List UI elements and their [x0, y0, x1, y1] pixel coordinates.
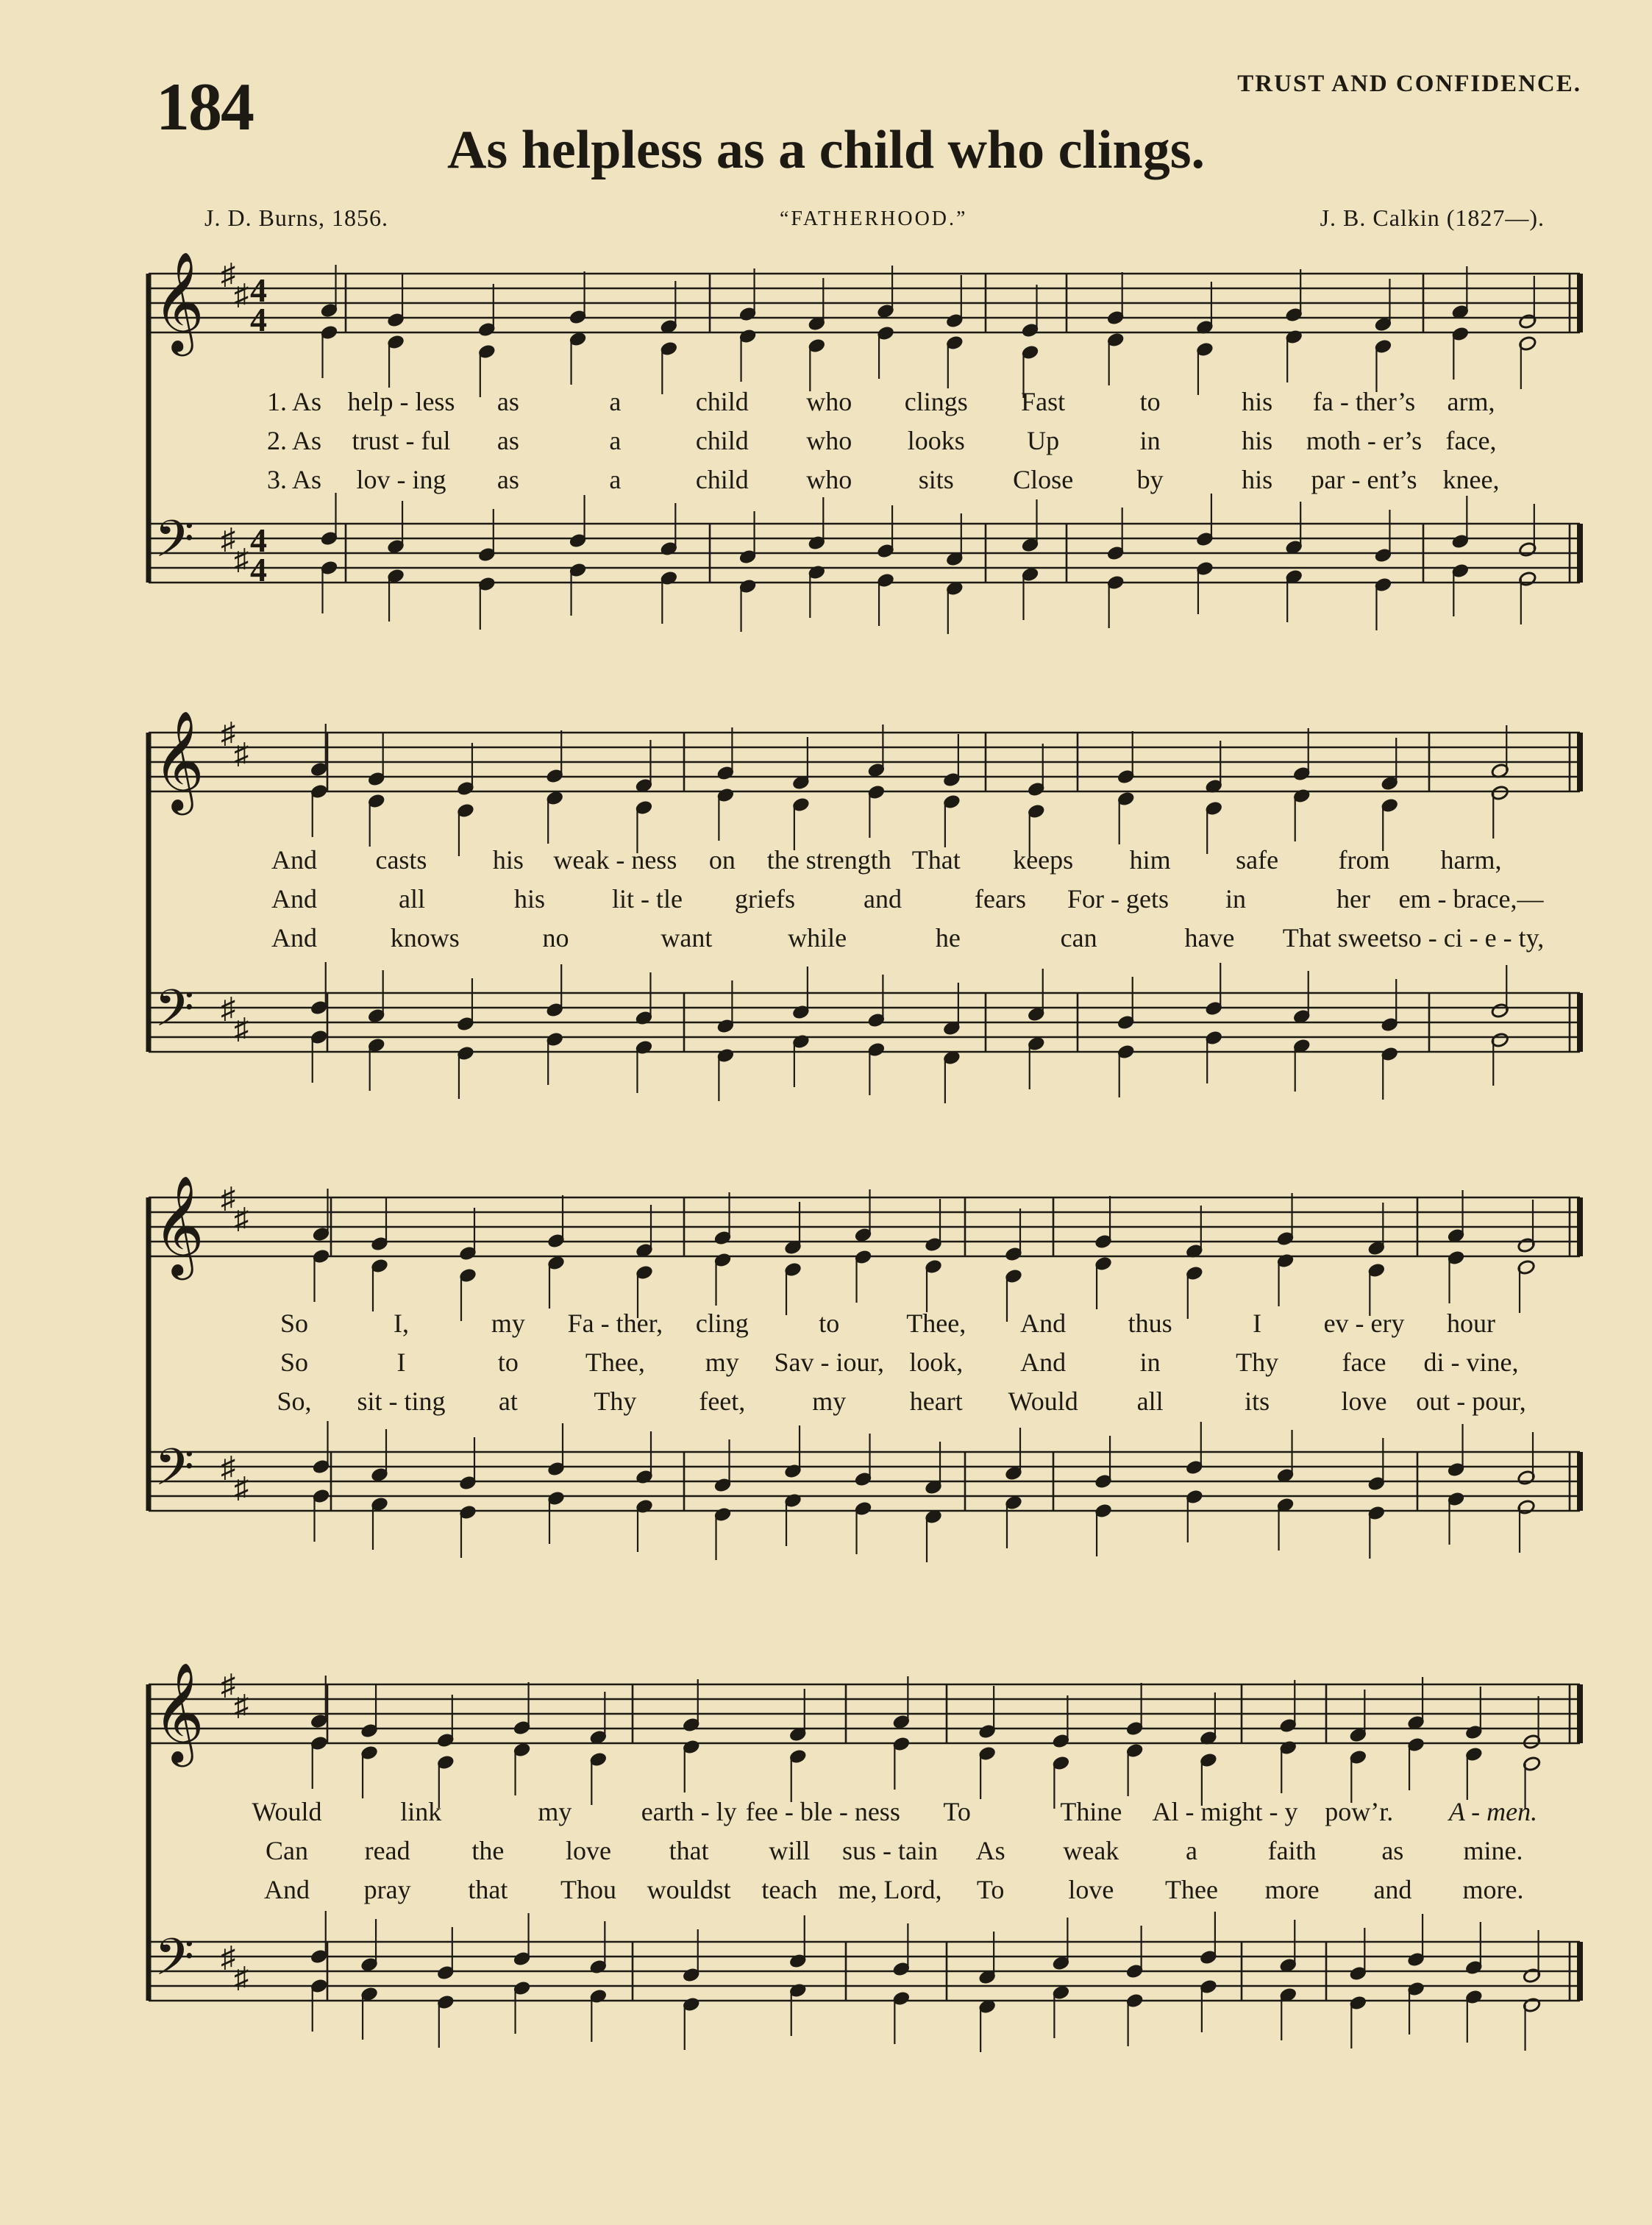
- lyric-syllable: from: [1338, 845, 1390, 875]
- lyric-syllable: her: [1336, 884, 1370, 914]
- sharp-icon: ♯: [234, 278, 249, 311]
- lyric-syllable: all: [1136, 1386, 1164, 1416]
- lyric-line: [0, 1796, 1652, 1831]
- lyric-syllable: And: [1020, 1348, 1067, 1377]
- sharp-icon: ♯: [221, 716, 235, 750]
- lyric-syllable: my: [705, 1348, 739, 1377]
- lyric-syllable: in: [1225, 884, 1247, 914]
- lyric-line: [0, 883, 1652, 919]
- bass-staff: [149, 993, 1580, 1052]
- lyric-line: [0, 1308, 1652, 1343]
- lyric-syllable: to: [819, 1309, 840, 1338]
- lyric-syllable: looks: [907, 426, 965, 455]
- lyric-syllable: 2. As: [266, 426, 322, 455]
- lyric-syllable: a: [609, 465, 622, 494]
- lyric-syllable: arm,: [1447, 387, 1495, 416]
- lyric-syllable: can: [1060, 923, 1097, 953]
- lyric-syllable: Thou: [560, 1875, 616, 1904]
- lyric-syllable: weak: [1063, 1836, 1119, 1865]
- lyric-syllable: heart: [909, 1386, 963, 1416]
- lyric-syllable: To: [943, 1797, 971, 1826]
- lyric-syllable: as: [496, 465, 519, 494]
- lyric-syllable: knee,: [1442, 465, 1500, 494]
- lyric-syllable: sit - ting: [357, 1386, 446, 1416]
- lyric-syllable: his: [1242, 465, 1273, 494]
- lyric-syllable: my: [491, 1309, 525, 1338]
- lyric-syllable: its: [1245, 1386, 1270, 1416]
- lyric-syllable: And: [271, 923, 317, 953]
- lyric-syllable: Sav - iour,: [774, 1348, 885, 1377]
- lyric-syllable: teach: [761, 1875, 818, 1904]
- treble-staff: [149, 733, 1580, 791]
- lyric-syllable: at: [498, 1386, 518, 1416]
- lyric-syllable: his: [1242, 426, 1273, 455]
- lyric-syllable: clings: [904, 387, 968, 416]
- sharp-icon: ♯: [234, 737, 249, 770]
- lyric-syllable: weak - ness: [553, 845, 677, 875]
- lyric-line: [0, 844, 1652, 880]
- lyric-syllable: look,: [909, 1348, 964, 1377]
- lyric-line: [0, 464, 1652, 499]
- lyric-syllable: will: [769, 1836, 811, 1865]
- sharp-icon: ♯: [234, 1961, 249, 1994]
- lyric-syllable: as: [1381, 1836, 1404, 1865]
- lyric-syllable: a: [609, 426, 622, 455]
- lyric-line: [0, 1386, 1652, 1421]
- lyric-syllable: who: [806, 387, 852, 416]
- lyric-syllable: to: [497, 1348, 519, 1377]
- lyric-syllable: Thee,: [585, 1348, 645, 1377]
- bass-clef-icon: 𝄢: [154, 509, 195, 581]
- treble-clef-icon: 𝄞: [153, 250, 204, 352]
- sharp-icon: ♯: [234, 1202, 249, 1235]
- lyric-syllable: fa - ther’s: [1312, 387, 1416, 416]
- sharp-icon: ♯: [221, 1181, 235, 1214]
- lyric-syllable: keeps: [1013, 845, 1074, 875]
- lyric-syllable: love: [1341, 1386, 1387, 1416]
- lyric-syllable: moth - er’s: [1306, 426, 1423, 455]
- lyric-syllable: while: [788, 923, 847, 953]
- lyric-syllable: and: [864, 884, 902, 914]
- lyric-syllable: want: [661, 923, 713, 953]
- bass-clef-icon: 𝄢: [154, 978, 195, 1050]
- lyric-syllable: Thee,: [906, 1309, 966, 1338]
- treble-clef-icon: 𝄞: [153, 709, 204, 811]
- lyric-syllable: That sweet: [1282, 923, 1398, 953]
- lyric-syllable: And: [271, 884, 317, 914]
- lyric-syllable: sits: [918, 465, 954, 494]
- lyric-syllable: Close: [1013, 465, 1074, 494]
- lyric-syllable: 3. As: [266, 465, 322, 494]
- lyric-syllable: link: [400, 1797, 442, 1826]
- lyric-syllable: Thee: [1165, 1875, 1218, 1904]
- lyric-syllable: That: [911, 845, 961, 875]
- lyric-syllable: Thine: [1060, 1797, 1122, 1826]
- lyric-syllable: on: [708, 845, 736, 875]
- lyric-syllable: A - men.: [1448, 1797, 1538, 1826]
- lyric-syllable: in: [1139, 426, 1161, 455]
- sharp-icon: ♯: [221, 992, 235, 1025]
- lyric-syllable: di - vine,: [1423, 1348, 1519, 1377]
- lyric-syllable: who: [806, 426, 852, 455]
- lyric-syllable: a: [609, 387, 622, 416]
- treble-staff: [149, 274, 1580, 332]
- lyric-syllable: mine.: [1463, 1836, 1523, 1865]
- sharp-icon: ♯: [234, 1689, 249, 1722]
- hymn-number: 184: [156, 69, 253, 144]
- lyric-syllable: as: [496, 387, 519, 416]
- lyric-syllable: hour: [1447, 1309, 1495, 1338]
- author-credit: J. D. Burns, 1856.: [204, 204, 389, 231]
- lyric-syllable: fears: [975, 884, 1026, 914]
- lyric-syllable: So: [280, 1348, 309, 1377]
- lyric-syllable: fee - ble - ness: [745, 1797, 900, 1826]
- lyric-syllable: love: [1068, 1875, 1114, 1904]
- lyric-syllable: As: [975, 1836, 1005, 1865]
- lyric-syllable: read: [364, 1836, 410, 1865]
- lyric-syllable: Would: [1008, 1386, 1078, 1416]
- lyric-syllable: more: [1264, 1875, 1320, 1904]
- lyric-line: [0, 425, 1652, 460]
- lyric-syllable: Fa - ther,: [567, 1309, 663, 1338]
- lyric-syllable: earth - ly: [641, 1797, 737, 1826]
- lyric-syllable: sus - tain: [842, 1836, 938, 1865]
- lyric-syllable: em - brace,—: [1398, 884, 1544, 914]
- lyric-syllable: child: [695, 426, 749, 455]
- treble-clef-icon: 𝄞: [153, 1174, 204, 1275]
- sharp-icon: ♯: [221, 1450, 235, 1484]
- sharp-icon: ♯: [234, 543, 249, 576]
- lyric-syllable: And: [271, 845, 317, 875]
- lyric-syllable: And: [1020, 1309, 1067, 1338]
- lyric-syllable: Can: [266, 1836, 308, 1865]
- lyric-line: [0, 386, 1652, 421]
- lyric-syllable: par - ent’s: [1311, 465, 1417, 494]
- lyric-syllable: the strength: [766, 845, 891, 875]
- lyric-syllable: Thy: [1236, 1348, 1279, 1377]
- composer-credit: J. B. Calkin (1827—).: [1320, 204, 1545, 231]
- lyric-syllable: feet,: [699, 1386, 746, 1416]
- lyric-syllable: pray: [363, 1875, 411, 1904]
- lyric-syllable: ev - ery: [1323, 1309, 1405, 1338]
- sharp-icon: ♯: [234, 1471, 249, 1504]
- lyric-syllable: more.: [1462, 1875, 1524, 1904]
- lyric-syllable: face: [1342, 1348, 1386, 1377]
- hymn-title: As helpless as a child who clings.: [446, 120, 1206, 180]
- treble-staff: [149, 1197, 1580, 1256]
- lyric-syllable: harm,: [1440, 845, 1502, 875]
- lyric-syllable: lit - tle: [612, 884, 683, 914]
- lyric-syllable: child: [695, 465, 749, 494]
- lyric-syllable: casts: [375, 845, 427, 875]
- lyric-line: [0, 1874, 1652, 1909]
- time-signature: 4: [250, 301, 267, 338]
- lyric-syllable: all: [399, 884, 425, 914]
- time-signature: 4: [250, 551, 267, 588]
- section-heading: TRUST AND CONFIDENCE.: [1237, 71, 1581, 97]
- lyric-syllable: So,: [277, 1386, 312, 1416]
- lyric-syllable: child: [695, 387, 749, 416]
- lyric-syllable: out - pour,: [1416, 1386, 1526, 1416]
- sharp-icon: ♯: [221, 1940, 235, 1973]
- lyric-syllable: Fast: [1021, 387, 1066, 416]
- lyric-syllable: And: [264, 1875, 310, 1904]
- lyric-syllable: me, Lord,: [838, 1875, 942, 1904]
- sharp-icon: ♯: [221, 522, 235, 555]
- lyric-syllable: a: [1186, 1836, 1197, 1865]
- lyric-syllable: Up: [1027, 426, 1060, 455]
- lyric-syllable: knows: [390, 923, 460, 953]
- lyric-syllable: I,: [393, 1309, 409, 1338]
- lyric-syllable: have: [1184, 923, 1235, 953]
- lyric-syllable: my: [538, 1797, 572, 1826]
- lyric-syllable: no: [542, 923, 569, 953]
- sharp-icon: ♯: [234, 1012, 249, 1045]
- lyric-syllable: him: [1129, 845, 1171, 875]
- sharp-icon: ♯: [221, 1668, 235, 1701]
- lyric-syllable: who: [806, 465, 852, 494]
- lyric-syllable: face,: [1445, 426, 1497, 455]
- bass-clef-icon: 𝄢: [154, 1437, 195, 1509]
- lyric-syllable: his: [492, 845, 524, 875]
- lyric-syllable: trust - ful: [352, 426, 451, 455]
- lyric-syllable: I: [1253, 1309, 1262, 1338]
- lyric-syllable: thus: [1128, 1309, 1172, 1338]
- lyric-syllable: wouldst: [647, 1875, 731, 1904]
- lyric-syllable: so - ci - e - ty,: [1398, 923, 1545, 953]
- lyric-syllable: his: [513, 884, 546, 914]
- time-signature: 4: [250, 521, 267, 559]
- lyric-syllable: the: [471, 1836, 505, 1865]
- time-signature: 4: [250, 271, 267, 309]
- tune-name: “FATHERHOOD.”: [780, 207, 968, 230]
- lyric-line: [0, 1347, 1652, 1382]
- lyric-syllable: faith: [1267, 1836, 1317, 1865]
- lyric-syllable: love: [566, 1836, 611, 1865]
- lyric-syllable: he: [935, 923, 961, 953]
- lyric-syllable: Al - might - y: [1152, 1797, 1298, 1826]
- lyric-syllable: my: [812, 1386, 847, 1416]
- lyric-syllable: griefs: [735, 884, 795, 914]
- lyric-syllable: Would: [252, 1797, 322, 1826]
- lyric-syllable: that: [669, 1836, 709, 1865]
- lyric-syllable: safe: [1236, 845, 1279, 875]
- lyric-syllable: To: [976, 1875, 1005, 1904]
- lyric-syllable: as: [496, 426, 519, 455]
- lyric-syllable: For - gets: [1067, 884, 1169, 914]
- lyric-syllable: that: [468, 1875, 508, 1904]
- lyric-syllable: his: [1242, 387, 1273, 416]
- lyric-line: [0, 922, 1652, 958]
- lyric-line: [0, 1835, 1652, 1870]
- lyric-syllable: pow’r.: [1325, 1797, 1394, 1826]
- lyric-syllable: I: [396, 1348, 406, 1377]
- lyric-syllable: by: [1136, 465, 1164, 494]
- sharp-icon: ♯: [221, 257, 235, 291]
- lyric-syllable: lov - ing: [356, 465, 446, 494]
- lyric-syllable: So: [280, 1309, 309, 1338]
- bass-clef-icon: 𝄢: [154, 1927, 195, 1999]
- lyric-syllable: cling: [695, 1309, 749, 1338]
- lyric-syllable: Thy: [594, 1386, 637, 1416]
- lyric-syllable: and: [1373, 1875, 1412, 1904]
- bass-staff: [149, 524, 1580, 583]
- treble-clef-icon: 𝄞: [153, 1661, 204, 1762]
- lyric-syllable: to: [1139, 387, 1161, 416]
- lyric-syllable: help - less: [347, 387, 455, 416]
- lyric-syllable: 1. As: [266, 387, 322, 416]
- lyric-syllable: in: [1139, 1348, 1161, 1377]
